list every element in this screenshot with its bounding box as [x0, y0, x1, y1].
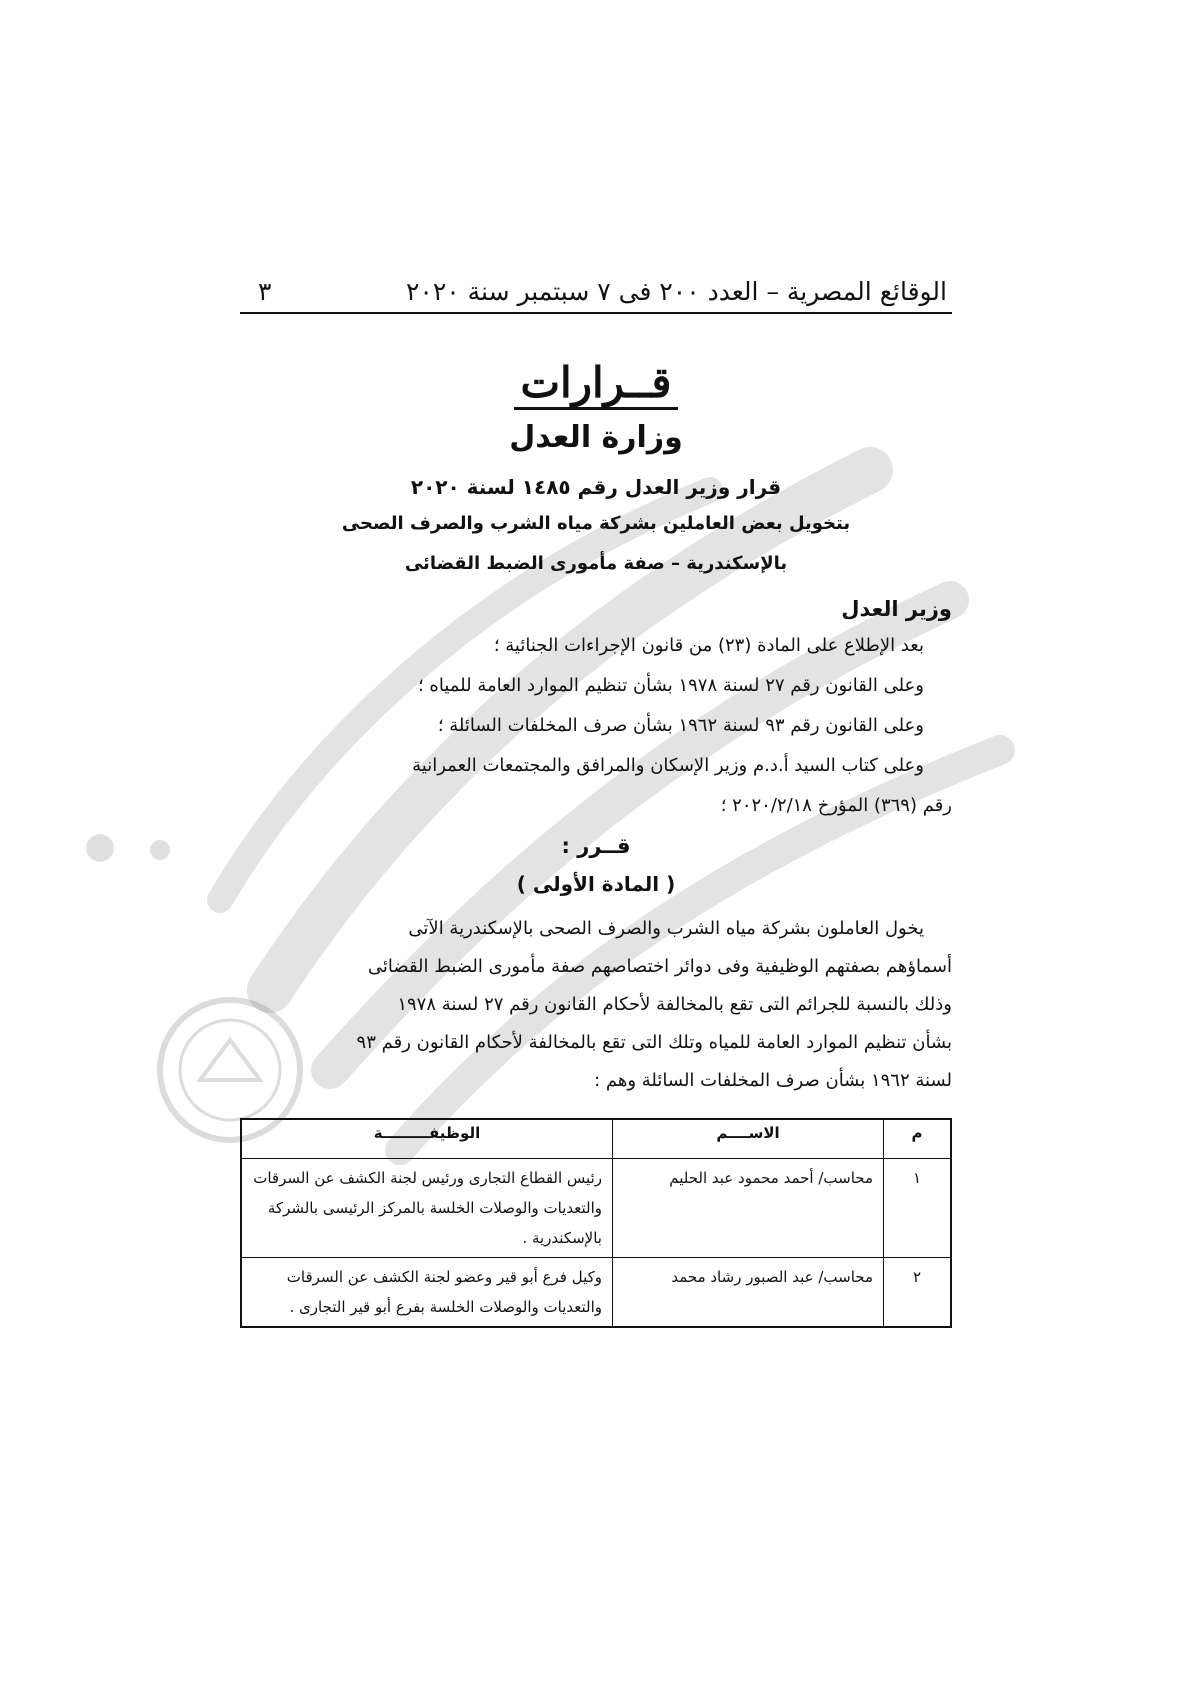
table-row — [241, 1159, 951, 1258]
officer-job: وكيل فرع أبو قير وعضو لجنة الكشف عن السرقات والتعديات والوصلات الخلسة بفرع أبو قير التجارى . — [241, 1258, 613, 1328]
column-header-job: الوظيفـــــــــة — [241, 1119, 613, 1159]
decree-subtitle-line-2: بالإسكندرية – صفة مأمورى الضبط القضائى — [404, 553, 788, 574]
article-line: يخول العاملون بشركة مياه الشرب والصرف الصحى بالإسكندرية الآتى — [408, 918, 924, 939]
officer-name: محاسب/ عبد الصبور رشاد محمد — [613, 1258, 884, 1328]
column-header-name: الاســــم — [613, 1119, 884, 1159]
preamble-line: وعلى القانون رقم ٩٣ لسنة ١٩٦٢ بشأن صرف المخلفات السائلة ؛ — [437, 715, 924, 736]
page-header — [240, 268, 952, 314]
article-heading: ( المادة الأولى ) — [516, 872, 676, 896]
article-line: لسنة ١٩٦٢ بشأن صرف المخلفات السائلة وهم : — [594, 1070, 952, 1091]
ministry-name: وزارة العدل — [509, 420, 683, 455]
minister-heading: وزير العدل — [841, 597, 952, 621]
preamble-line: وعلى القانون رقم ٢٧ لسنة ١٩٧٨ بشأن تنظيم الموارد العامة للمياه ؛ — [417, 675, 924, 696]
column-header-number: م — [884, 1119, 952, 1159]
decided-heading: قــرر : — [561, 834, 631, 858]
gazette-page — [240, 268, 952, 1328]
row-number: ٢ — [884, 1258, 952, 1328]
officer-job: رئيس القطاع التجارى ورئيس لجنة الكشف عن السرقات والتعديات والوصلات الخلسة بالمركز الرئيسى بالشركة بالإسكندرية . — [241, 1159, 613, 1258]
table-row — [241, 1258, 951, 1328]
section-title: قــرارات — [240, 358, 952, 408]
table-header-row — [241, 1119, 951, 1159]
preamble-line: بعد الإطلاع على المادة (٢٣) من قانون الإجراءات الجنائية ؛ — [493, 635, 924, 656]
officer-name: محاسب/ أحمد محمود عبد الحليم — [613, 1159, 884, 1258]
article-text — [240, 910, 952, 1100]
article-line: بشأن تنظيم الموارد العامة للمياه وتلك التى تقع بالمخالفة لأحكام القانون رقم ٩٣ — [356, 1032, 952, 1053]
decree-title: قرار وزير العدل رقم ١٤٨٥ لسنة ٢٠٢٠ — [410, 475, 782, 499]
article-line: أسماؤهم بصفتهم الوظيفية وفى دوائر اختصاصهم صفة مأمورى الضبط القضائى — [367, 956, 952, 977]
preamble-line: رقم (٣٦٩) المؤرخ ٢٠٢٠/٢/١٨ ؛ — [720, 795, 952, 816]
gazette-title: الوقائع المصرية – العدد ٢٠٠ فى ٧ سبتمبر سنة ٢٠٢٠ — [405, 277, 947, 306]
article-line: وذلك بالنسبة للجرائم التى تقع بالمخالفة لأحكام القانون رقم ٢٧ لسنة ١٩٧٨ — [397, 994, 952, 1015]
preamble-line: وعلى كتاب السيد أ.د.م وزير الإسكان والمرافق والمجتمعات العمرانية — [412, 755, 924, 776]
page-number: ٣ — [258, 277, 272, 306]
decree-subtitle-line-1: بتخويل بعض العاملين بشركة مياه الشرب والصرف الصحى — [341, 513, 851, 534]
preamble — [240, 626, 952, 826]
row-number: ١ — [884, 1159, 952, 1258]
officers-table — [240, 1118, 952, 1328]
